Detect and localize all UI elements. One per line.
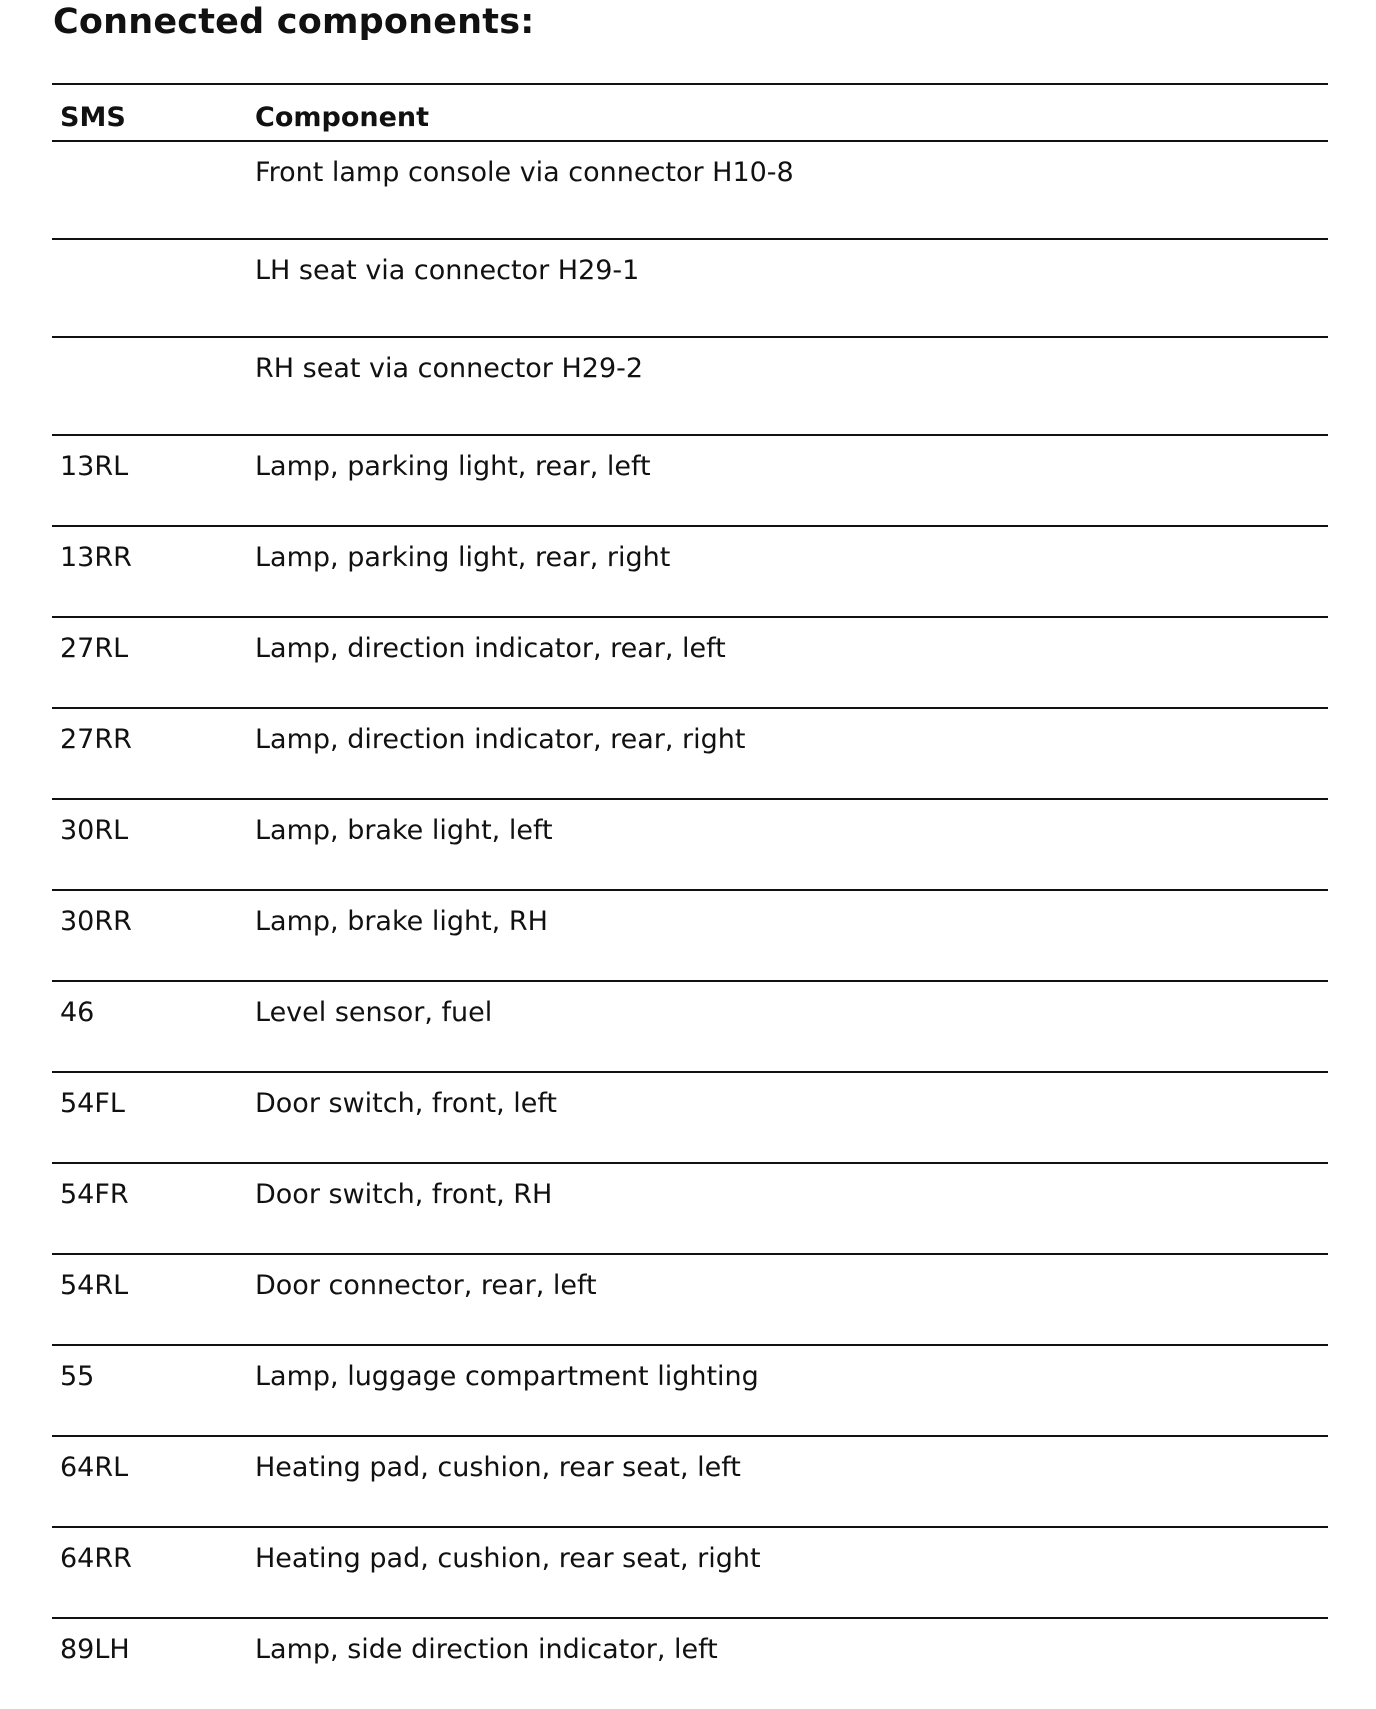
sms-cell: 54FR bbox=[52, 1163, 255, 1254]
component-cell: Lamp, luggage compartment lighting bbox=[255, 1345, 1328, 1436]
component-cell: Door switch, front, left bbox=[255, 1072, 1328, 1163]
table-row bbox=[52, 1345, 1328, 1436]
sms-cell: 55 bbox=[52, 1345, 255, 1436]
component-cell: RH seat via connector H29-2 bbox=[255, 337, 1328, 435]
table-row bbox=[52, 799, 1328, 890]
components-table bbox=[52, 83, 1328, 1709]
column-header-sms: SMS bbox=[52, 84, 255, 141]
table-row bbox=[52, 337, 1328, 435]
components-table-container bbox=[52, 83, 1328, 1709]
component-cell: Lamp, parking light, rear, right bbox=[255, 526, 1328, 617]
component-cell: Lamp, direction indicator, rear, right bbox=[255, 708, 1328, 799]
component-cell: Heating pad, cushion, rear seat, left bbox=[255, 1436, 1328, 1527]
component-cell: Lamp, side direction indicator, left bbox=[255, 1634, 718, 1665]
component-cell: Lamp, brake light, left bbox=[255, 799, 1328, 890]
table-row bbox=[52, 1618, 1328, 1709]
sms-cell bbox=[52, 239, 255, 337]
sms-cell: 54FL bbox=[52, 1072, 255, 1163]
column-header-component: Component bbox=[255, 84, 1328, 141]
table-header-row bbox=[52, 84, 1328, 141]
table-row bbox=[52, 435, 1328, 526]
sms-cell: 27RR bbox=[52, 708, 255, 799]
sms-cell: 89LH bbox=[60, 1634, 130, 1665]
component-cell: Lamp, brake light, RH bbox=[255, 890, 1328, 981]
component-cell: Front lamp console via connector H10-8 bbox=[255, 141, 1328, 239]
sms-cell bbox=[52, 337, 255, 435]
table-row bbox=[52, 617, 1328, 708]
sms-cell bbox=[52, 141, 255, 239]
component-cell: Heating pad, cushion, rear seat, right bbox=[255, 1527, 1328, 1618]
sms-cell: 30RR bbox=[52, 890, 255, 981]
sms-cell: 64RL bbox=[52, 1436, 255, 1527]
table-row bbox=[52, 1254, 1328, 1345]
component-cell: Door switch, front, RH bbox=[255, 1163, 1328, 1254]
component-cell: Lamp, parking light, rear, left bbox=[255, 435, 1328, 526]
table-row bbox=[52, 141, 1328, 239]
table-row bbox=[52, 1527, 1328, 1618]
component-cell: Door connector, rear, left bbox=[255, 1254, 1328, 1345]
component-cell: Lamp, direction indicator, rear, left bbox=[255, 617, 1328, 708]
table-row bbox=[52, 239, 1328, 337]
table-row bbox=[52, 890, 1328, 981]
sms-cell: 13RR bbox=[52, 526, 255, 617]
table-row bbox=[52, 526, 1328, 617]
component-cell: Level sensor, fuel bbox=[255, 981, 1328, 1072]
table-row bbox=[52, 1163, 1328, 1254]
table-row bbox=[52, 981, 1328, 1072]
page-title: Connected components: bbox=[53, 2, 535, 42]
sms-cell: 64RR bbox=[52, 1527, 255, 1618]
table-row bbox=[52, 708, 1328, 799]
sms-cell: 46 bbox=[52, 981, 255, 1072]
sms-cell: 13RL bbox=[52, 435, 255, 526]
sms-cell: 54RL bbox=[52, 1254, 255, 1345]
sms-cell: 27RL bbox=[52, 617, 255, 708]
sms-cell: 30RL bbox=[52, 799, 255, 890]
table-row bbox=[52, 1072, 1328, 1163]
component-cell: LH seat via connector H29-1 bbox=[255, 239, 1328, 337]
table-row bbox=[52, 1436, 1328, 1527]
